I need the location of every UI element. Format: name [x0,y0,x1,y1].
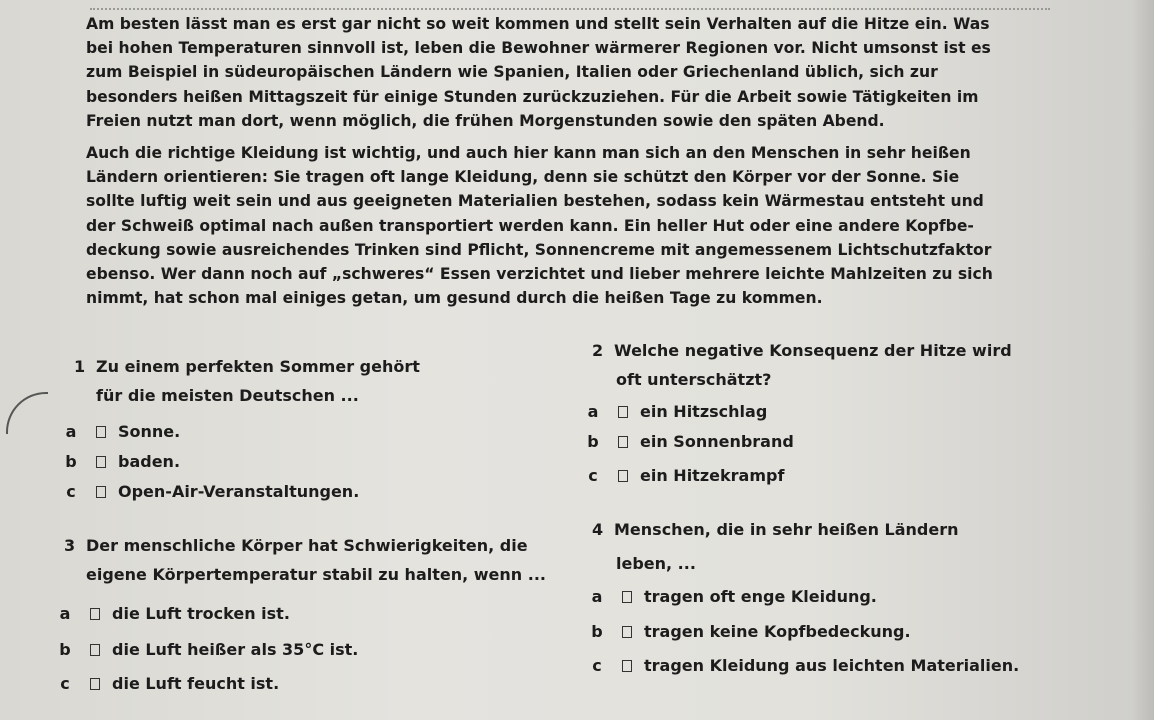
question-text: für die meisten Deutschen ... [96,386,359,405]
paragraph-line: ebenso. Wer dann noch auf „schweres“ Essen verzichtet und lieber mehrere leichte Mahlzeiten zu sich [86,265,993,284]
paragraph-line: sollte luftig weit sein und aus geeigneten Materialien bestehen, sodass kein Wärmestau entsteht und [86,192,984,211]
option-text: tragen oft enge Kleidung. [644,587,877,606]
paragraph-line: Auch die richtige Kleidung ist wichtig, und auch hier kann man sich an den Menschen in sehr heißen [86,144,971,162]
question-text: Der menschliche Körper hat Schwierigkeiten, die [86,536,528,555]
page-shadow [1132,0,1154,720]
paragraph-line: der Schweiß optimal nach außen transportiert werden kann. Ein heller Hut oder eine andere Kopfbe- [86,216,974,235]
checkbox[interactable] [96,426,106,438]
q1-option-b[interactable] [64,452,180,471]
option-letter: b [59,640,71,659]
q2-option-c[interactable] [586,466,784,485]
paragraph-line: deckung sowie ausreichendes Trinken sind Pflicht, Sonnencreme mit angemessenem Lichtschutzfaktor [86,240,992,259]
paragraph-line: Ländern orientieren: Sie tragen oft lange Kleidung, denn sie schützt den Körper vor der Sonne. Sie [86,168,960,187]
paragraph-2 [86,141,1086,310]
paragraph-line: Freien nutzt man dort, wenn möglich, die frühen Morgenstunden sowie den späten Abend. [86,111,885,130]
question-number: 3 [64,536,76,555]
option-letter: c [60,674,70,693]
option-text: tragen Kleidung aus leichten Materialien. [644,656,1020,675]
option-text: die Luft trocken ist. [112,604,290,623]
option-text: tragen keine Kopfbedeckung. [644,622,911,641]
checkbox[interactable] [90,644,100,656]
question-text: Zu einem perfekten Sommer gehört [96,357,420,376]
question-1-stem-cont [96,386,359,405]
option-text: Open-Air-Veranstaltungen. [118,482,360,501]
checkbox[interactable] [618,470,628,482]
checkbox[interactable] [90,678,100,690]
option-letter: a [587,402,599,421]
question-text: eigene Körpertemperatur stabil zu halten, wenn ... [86,565,546,584]
question-2-stem [592,341,1012,360]
option-letter: c [66,482,76,501]
checkbox[interactable] [622,626,632,638]
paragraph-line: Am besten lässt man es erst gar nicht so weit kommen und stellt sein Verhalten auf die Hitze ein. Was [86,15,990,33]
question-3-stem-cont [86,565,546,584]
checkbox[interactable] [622,591,632,603]
checkbox[interactable] [90,608,100,620]
q3-option-a[interactable] [58,604,290,623]
question-2-stem-cont [616,370,771,389]
option-letter: a [59,604,71,623]
checkbox[interactable] [96,456,106,468]
option-text: Sonne. [118,422,181,441]
q3-option-c[interactable] [58,674,279,693]
option-letter: b [587,432,599,451]
option-letter: c [592,656,602,675]
paragraph-line: zum Beispiel in südeuropäischen Ländern wie Spanien, Italien oder Griechenland üblich, sich zur [86,63,938,82]
checkbox[interactable] [622,660,632,672]
q2-option-b[interactable] [586,432,794,451]
option-letter: a [65,422,77,441]
q1-option-a[interactable] [64,422,180,441]
question-4-stem-cont [616,554,696,573]
option-text: baden. [118,452,181,471]
q4-option-a[interactable] [590,587,877,606]
question-4-stem [592,520,959,539]
option-letter: a [591,587,603,606]
question-text: oft unterschätzt? [616,370,772,389]
question-number: 1 [74,357,86,376]
paragraph-line: besonders heißen Mittagszeit für einige Stunden zurückzuziehen. Für die Arbeit sowie Tätigkeiten im [86,87,979,106]
q2-option-a[interactable] [586,402,767,421]
option-text: ein Sonnenbrand [640,432,794,451]
question-number: 2 [592,341,604,360]
question-text: Welche negative Konsequenz der Hitze wird [614,341,1012,360]
option-text: ein Hitzekrampf [640,466,785,485]
option-text: die Luft heißer als 35°C ist. [112,640,359,659]
option-text: ein Hitzschlag [640,402,768,421]
question-text: leben, ... [616,554,696,573]
question-1-stem [74,357,420,376]
checkbox[interactable] [618,436,628,448]
question-3-stem [64,536,528,555]
checkbox[interactable] [618,406,628,418]
option-letter: b [591,622,603,641]
q3-option-b[interactable] [58,640,358,659]
checkbox[interactable] [96,486,106,498]
option-letter: c [588,466,598,485]
page-curl-mark [6,392,48,434]
q4-option-b[interactable] [590,622,911,641]
question-number: 4 [592,520,604,539]
q1-option-c[interactable] [64,482,359,501]
option-letter: b [65,452,77,471]
question-text: Menschen, die in sehr heißen Ländern [614,520,959,539]
option-text: die Luft feucht ist. [112,674,280,693]
q4-option-c[interactable] [590,656,1019,675]
page-top-edge [90,8,1050,10]
paragraph-line: bei hohen Temperaturen sinnvoll ist, leben die Bewohner wärmerer Regionen vor. Nicht umsonst ist es [86,39,991,58]
paragraph-line: nimmt, hat schon mal einiges getan, um gesund durch die heißen Tage zu kommen. [86,289,823,308]
paragraph-1 [86,12,1086,133]
